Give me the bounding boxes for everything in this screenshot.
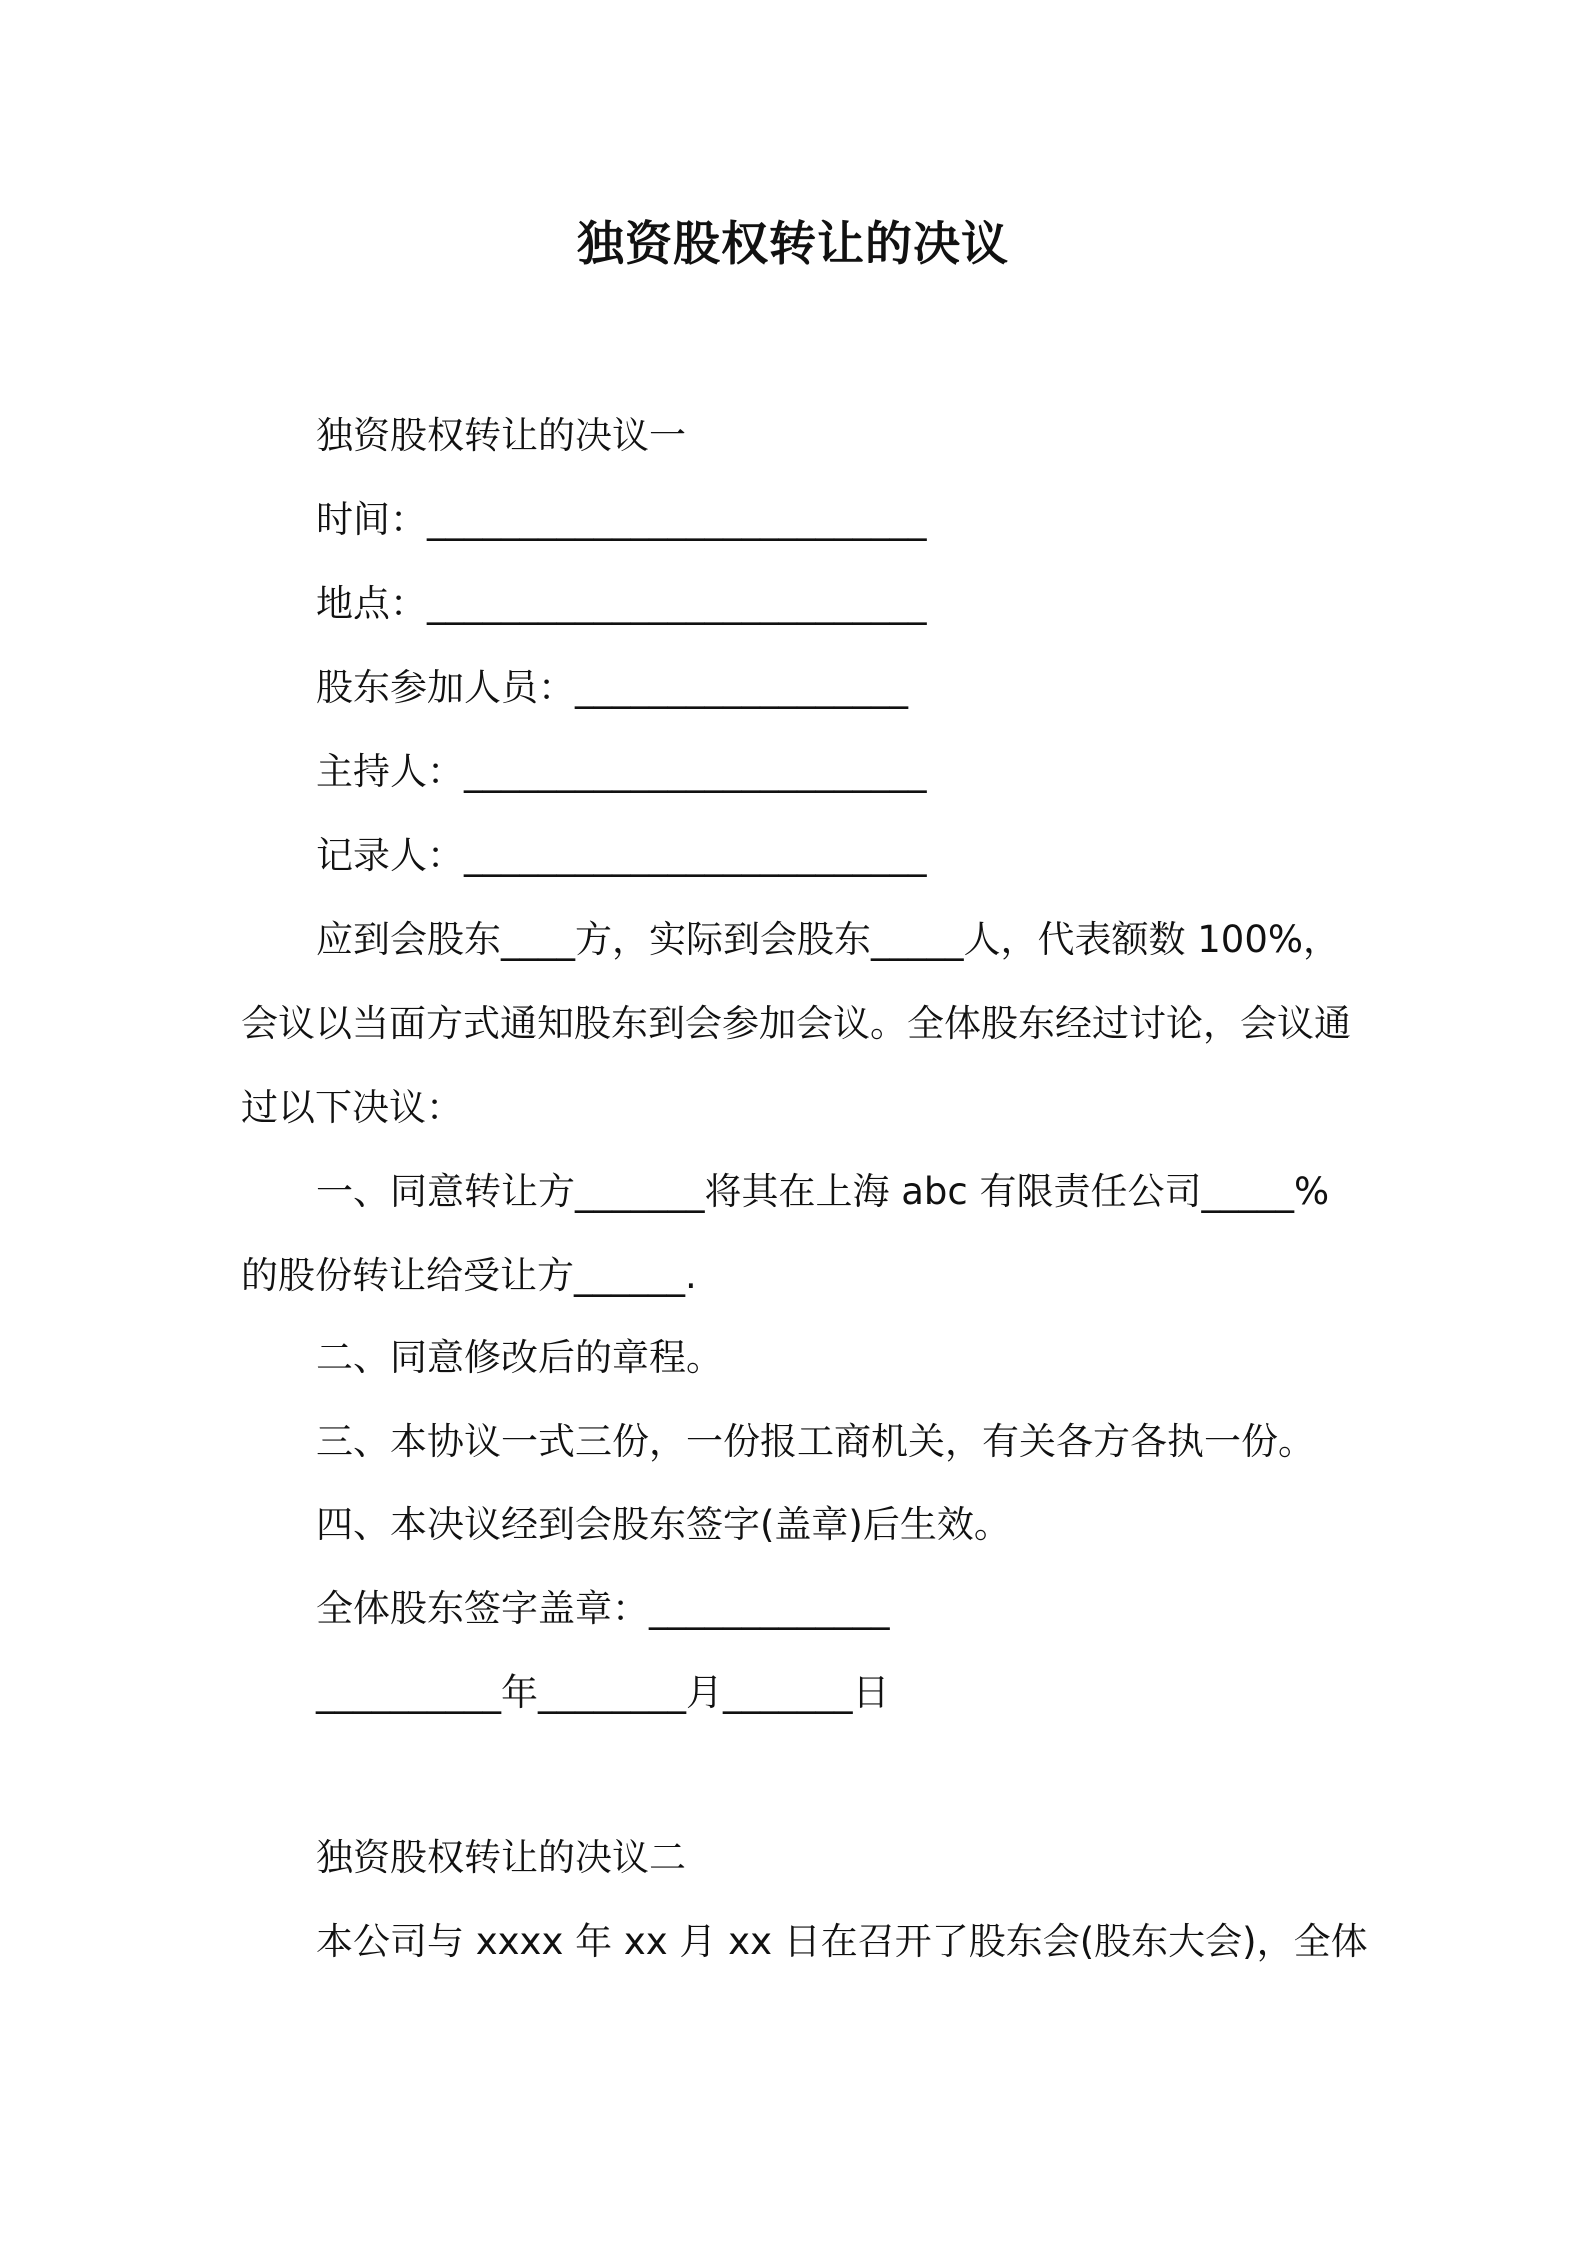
paragraph-line: 本公司与 xxxx 年 xx 月 xx 日在召开了股东会(股东大会)，全体 (316, 1920, 1368, 1963)
resolution-item-4: 四、本决议经到会股东签字(盖章)后生效。 (316, 1503, 1011, 1546)
section1-heading: 独资股权转让的决议一 (316, 414, 686, 457)
resolution-item-3: 三、本协议一式三份，一份报工商机关，有关各方各执一份。 (316, 1420, 1315, 1463)
date-field-line: __________年________月_______日 (316, 1671, 890, 1714)
resolution-item-2: 二、同意修改后的章程。 (316, 1336, 723, 1379)
recorder-field-line: 记录人：_________________________ (316, 834, 927, 877)
resolution-item-1-continued: 的股份转让给受让方______. (241, 1254, 697, 1297)
place-field-line: 地点：___________________________ (316, 582, 927, 625)
signature-field-line: 全体股东签字盖章：_____________ (316, 1587, 890, 1630)
time-field-line: 时间：___________________________ (316, 498, 927, 541)
paragraph-line: 过以下决议： (241, 1086, 463, 1129)
paragraph-line: 应到会股东____方，实际到会股东_____人，代表额数 100%， (316, 918, 1341, 961)
resolution-item-1: 一、同意转让方_______将其在上海 abc 有限责任公司_____% (316, 1170, 1330, 1213)
host-field-line: 主持人：_________________________ (316, 750, 927, 793)
document-title: 独资股权转让的决议 (577, 217, 1009, 272)
paragraph-line: 会议以当面方式通知股东到会参加会议。全体股东经过讨论，会议通 (241, 1002, 1351, 1045)
section2-heading: 独资股权转让的决议二 (316, 1836, 686, 1879)
attendees-field-line: 股东参加人员：__________________ (316, 666, 908, 709)
